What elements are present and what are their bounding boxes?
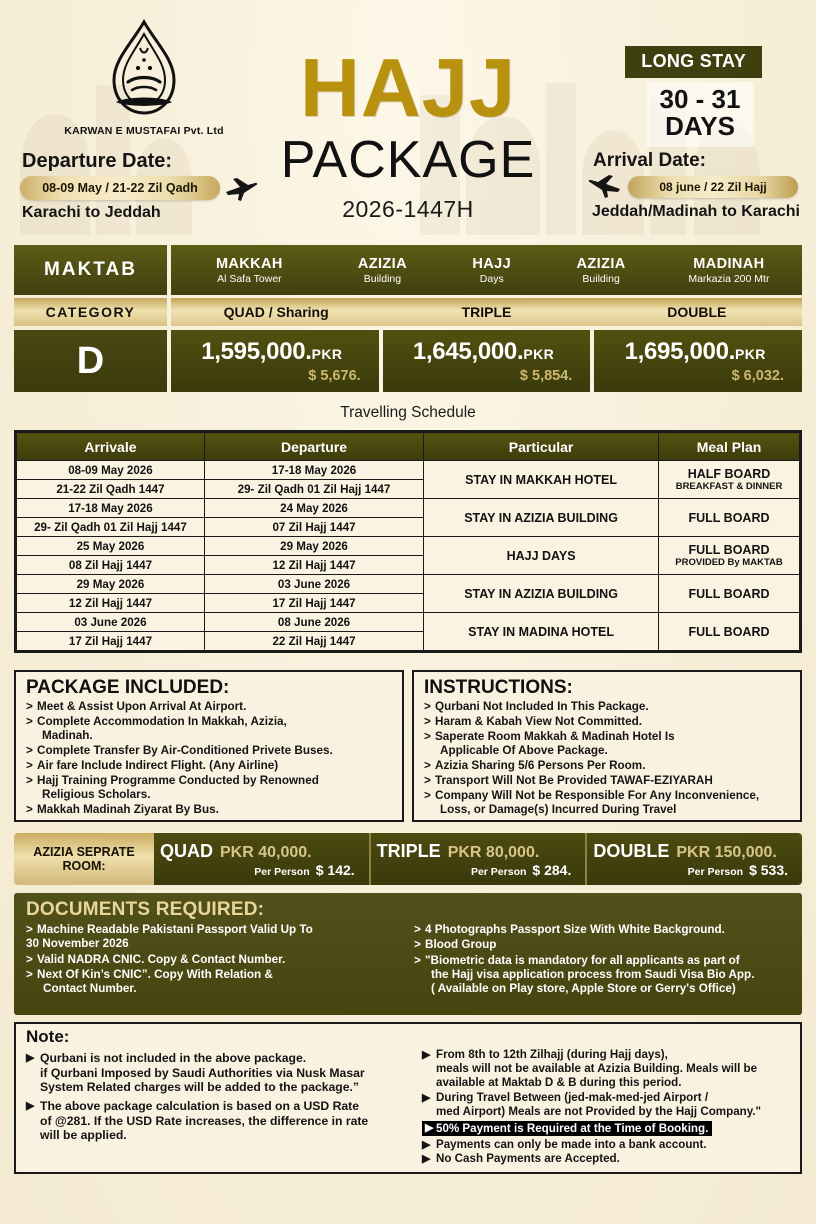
note-item-highlighted xyxy=(422,1121,712,1137)
list-item-text: Qurbani Not Included In This Package. xyxy=(435,700,649,713)
category-header: CATEGORY xyxy=(14,298,167,326)
azizia-room-type: DOUBLE xyxy=(593,840,670,861)
documents-right-list xyxy=(414,923,792,996)
package-included-title: PACKAGE INCLUDED: xyxy=(26,677,230,698)
list-item xyxy=(414,923,792,937)
list-item xyxy=(424,789,792,818)
list-item-text: Azizia Sharing 5/6 Persons Per Room. xyxy=(435,759,646,773)
note-item-line: of @281. If the USD Rate increases, the difference in rate xyxy=(40,1113,369,1128)
note-item-text: 50% Payment is Required at the Time of Booking. xyxy=(436,1121,709,1135)
azizia-per-person-label: Per Person xyxy=(470,865,527,878)
azizia-label xyxy=(14,833,154,885)
hotel-name: AZIZIA xyxy=(357,255,407,272)
price-table-hotels-row xyxy=(14,245,802,295)
departure-hijri: 17 Zil Hajj 1447 xyxy=(204,594,423,613)
list-item-text: Machine Readable Pakistani Passport Valid Up To xyxy=(37,923,313,936)
price-amount-row xyxy=(201,338,342,366)
departure-gregorian: 03 June 2026 xyxy=(204,575,423,594)
list-item-continuation: ( Available on Play store, Apple Store or Gerry's Office) xyxy=(431,982,736,996)
column-header-departure: Departure xyxy=(204,433,423,461)
list-item xyxy=(414,938,792,952)
hotel-sub: Building xyxy=(582,272,620,285)
list-item-continuation: Madinah. xyxy=(42,729,93,743)
price-cells xyxy=(171,330,802,392)
list-item xyxy=(26,744,394,758)
category-double: DOUBLE xyxy=(667,304,727,320)
note-item-text: The above package calculation is based on a USD Rate xyxy=(40,1098,360,1113)
meal-plan-cell xyxy=(659,461,800,499)
table-row xyxy=(17,613,800,632)
note-item xyxy=(422,1048,792,1090)
list-item xyxy=(26,803,394,817)
azizia-price-cell xyxy=(154,833,369,885)
column-header-meal-plan: Meal Plan xyxy=(659,433,800,461)
list-item-text: Makkah Madinah Ziyarat By Bus. xyxy=(37,803,219,817)
company-name: KARWAN E MUSTAFAI Pvt. Ltd xyxy=(64,125,224,137)
note-item xyxy=(422,1152,792,1166)
schedule-title: Travelling Schedule xyxy=(340,404,476,421)
azizia-room-type: TRIPLE xyxy=(376,840,441,861)
arrival-hijri: 17 Zil Hajj 1447 xyxy=(17,632,205,651)
note-right-list xyxy=(422,1048,792,1166)
table-row xyxy=(17,499,800,518)
instructions-title: INSTRUCTIONS: xyxy=(424,677,573,698)
price-cell-quad xyxy=(171,330,379,392)
meal-plan-cell: FULL BOARD xyxy=(659,499,800,537)
list-item-text: Saperate Room Makkah & Madinah Hotel Is xyxy=(435,729,675,743)
note-item-line: med Airport) Meals are not Provided by the Hajj Company." xyxy=(436,1104,762,1118)
arrival-hijri: 29- Zil Qadh 01 Zil Hajj 1447 xyxy=(17,518,205,537)
hotel-name: MAKKAH xyxy=(215,255,283,272)
arrival-gregorian: 03 June 2026 xyxy=(17,613,205,632)
instructions-list xyxy=(424,700,792,818)
meal-plan-cell: FULL BOARD xyxy=(659,575,800,613)
note-item-text: No Cash Payments are Accepted. xyxy=(436,1152,620,1166)
hotel-col-azizia-1 xyxy=(328,245,437,295)
azizia-price-cells xyxy=(154,833,802,885)
note-item-text: From 8th to 12th Zilhajj (during Hajj days), xyxy=(436,1048,668,1061)
note-item xyxy=(422,1138,792,1152)
price-pkr: 1,695,000. xyxy=(624,338,736,365)
column-header-arrivale: Arrivale xyxy=(17,433,205,461)
meal-plan-sub: BREAKFAST & DINNER xyxy=(675,481,783,492)
meal-plan-cell: FULL BOARD xyxy=(659,613,800,651)
list-item-text: Hajj Training Programme Conducted by Renowned xyxy=(37,773,319,787)
list-item xyxy=(26,774,394,803)
meal-plan-cell xyxy=(659,537,800,575)
azizia-per-person-label: Per Person xyxy=(254,865,310,878)
departure-label: Departure Date: xyxy=(22,150,173,172)
list-item xyxy=(26,968,404,997)
category-cells xyxy=(171,298,802,326)
departure-gregorian: 08 June 2026 xyxy=(204,613,423,632)
list-item xyxy=(424,759,792,773)
list-item xyxy=(26,759,394,773)
hotel-col-madinah xyxy=(656,245,802,295)
list-item-continuation: the Hajj visa application process from Saudi Visa Bio App. xyxy=(431,967,755,981)
arrival-date: 08 june / 22 Zil Hajj xyxy=(628,176,798,198)
price-usd: $ 5,676. xyxy=(308,368,361,384)
azizia-separate-room-bar xyxy=(14,833,802,885)
departure-hijri: 29- Zil Qadh 01 Zil Hajj 1447 xyxy=(204,480,423,499)
price-currency: PKR xyxy=(311,346,343,362)
hotel-col-hajj xyxy=(437,245,546,295)
hotel-col-azizia-2 xyxy=(546,245,655,295)
arrival-route: Jeddah/Madinah to Karachi xyxy=(591,203,800,220)
table-row xyxy=(17,575,800,594)
table-row xyxy=(17,537,800,556)
table-row xyxy=(17,461,800,480)
particular-cell: HAJJ DAYS xyxy=(424,537,659,575)
note-left-list xyxy=(26,1051,418,1143)
list-item-continuation: Applicable Of Above Package. xyxy=(440,744,608,758)
list-item-text: Complete Accommodation In Makkah, Azizia, xyxy=(37,714,287,728)
price-pkr: 1,595,000. xyxy=(201,338,312,365)
note-item xyxy=(422,1091,792,1119)
page-subtitle: PACKAGE xyxy=(280,131,536,189)
azizia-pkr: PKR 150,000. xyxy=(676,843,777,861)
price-table-category-row xyxy=(14,298,802,326)
price-amount-row xyxy=(413,338,554,366)
price-pkr: 1,645,000. xyxy=(412,338,524,365)
list-item xyxy=(26,923,404,952)
days-range: 30 - 31 xyxy=(659,84,741,114)
schedule-table xyxy=(14,430,802,653)
arrival-gregorian: 29 May 2026 xyxy=(17,575,205,594)
page-title: HAJJ xyxy=(299,41,517,134)
particular-cell: STAY IN AZIZIA BUILDING xyxy=(424,575,659,613)
list-item-text: "Biometric data is mandatory for all applicants as part of xyxy=(425,953,740,967)
arrival-gregorian: 08-09 May 2026 xyxy=(17,461,205,480)
azizia-usd: $ 533. xyxy=(749,861,789,878)
particular-cell: STAY IN MADINA HOTEL xyxy=(424,613,659,651)
price-currency: PKR xyxy=(735,346,766,362)
arrival-hijri: 08 Zil Hajj 1447 xyxy=(17,556,205,575)
hotel-name: HAJJ xyxy=(472,255,512,272)
list-item-text: Haram & Kabah View Not Committed. xyxy=(435,714,642,728)
arrival-label: Arrival Date: xyxy=(593,150,706,171)
grade-value: D xyxy=(14,330,167,392)
note-item-line: System Related charges will be added to the package.” xyxy=(40,1080,360,1095)
hotel-col-makkah xyxy=(171,245,328,295)
category-triple: TRIPLE xyxy=(461,304,512,320)
price-usd: $ 6,032. xyxy=(731,368,785,384)
azizia-pkr: PKR 80,000. xyxy=(447,843,540,861)
note-item-line: available at Maktab D & B during this period. xyxy=(436,1075,682,1089)
azizia-per-person-label: Per Person xyxy=(687,865,744,878)
list-item-continuation: Loss, or Damage(s) Incurred During Travel xyxy=(440,803,677,817)
list-item-text: Blood Group xyxy=(425,938,497,952)
list-item-continuation: Contact Number. xyxy=(43,982,137,996)
hotel-headers xyxy=(171,245,802,295)
list-item xyxy=(424,774,792,788)
column-header-particular: Particular xyxy=(424,433,659,461)
note-box xyxy=(14,1022,802,1174)
price-usd: $ 5,854. xyxy=(519,368,573,384)
departure-gregorian: 24 May 2026 xyxy=(204,499,423,518)
instructions-box xyxy=(412,670,802,822)
departure-gregorian: 17-18 May 2026 xyxy=(204,461,423,480)
departure-hijri: 12 Zil Hajj 1447 xyxy=(204,556,423,575)
note-item-line: meals will not be available at Azizia Building. Meals will be xyxy=(436,1061,758,1075)
note-item xyxy=(26,1099,418,1143)
departure-gregorian: 29 May 2026 xyxy=(204,537,423,556)
hotel-sub: Al Safa Tower xyxy=(217,272,282,285)
page-year: 2026-1447H xyxy=(342,196,474,222)
note-item-line: will be applied. xyxy=(40,1128,127,1143)
hotel-sub: Days xyxy=(479,272,504,285)
azizia-label-line1: AZIZIA SEPRATE xyxy=(33,844,135,859)
note-item-line: if Qurbani Imposed by Saudi Authorities via Nusk Masar xyxy=(40,1065,365,1080)
list-item-continuation: 30 November 2026 xyxy=(26,937,129,951)
azizia-room-type: QUAD xyxy=(160,840,213,861)
note-item-text: Payments can only be made into a bank account. xyxy=(436,1137,707,1151)
price-currency: PKR xyxy=(523,346,555,362)
meal-plan-sub: PROVIDED By MAKTAB xyxy=(675,557,783,568)
package-included-box xyxy=(14,670,404,822)
schedule-header-row xyxy=(17,433,800,461)
documents-left-list xyxy=(26,923,404,996)
documents-title: DOCUMENTS REQUIRED: xyxy=(26,899,265,920)
category-quad: QUAD / Sharing xyxy=(223,304,329,320)
departure-route: Karachi to Jeddah xyxy=(22,204,161,221)
list-item-text: Air fare Include Indirect Flight. (Any Airline) xyxy=(37,759,279,773)
price-table-price-row xyxy=(14,330,802,392)
azizia-usd: $ 284. xyxy=(532,861,572,878)
list-item-text: Meet & Assist Upon Arrival At Airport. xyxy=(37,700,247,713)
azizia-pkr: PKR 40,000. xyxy=(220,843,312,861)
list-item-text: Complete Transfer By Air-Conditioned Privete Buses. xyxy=(37,744,333,758)
departure-date: 08-09 May / 21-22 Zil Qadh xyxy=(20,176,220,200)
package-included-list xyxy=(26,700,394,818)
list-item xyxy=(26,700,394,714)
list-item-text: Valid NADRA CNIC. Copy & Contact Number. xyxy=(37,952,286,966)
days-box xyxy=(646,82,754,147)
list-item xyxy=(424,700,792,714)
azizia-price-cell xyxy=(585,833,802,885)
azizia-usd: $ 142. xyxy=(315,861,355,878)
departure-hijri: 22 Zil Hajj 1447 xyxy=(204,632,423,651)
price-amount-row xyxy=(625,338,766,366)
price-table xyxy=(14,245,802,392)
long-stay-badge: LONG STAY xyxy=(625,46,762,78)
note-title: Note: xyxy=(26,1027,70,1046)
list-item-text: 4 Photographs Passport Size With White Background. xyxy=(425,923,725,936)
azizia-price-cell xyxy=(369,833,586,885)
list-item xyxy=(424,730,792,759)
note-item xyxy=(26,1051,418,1095)
maktab-header: MAKTAB xyxy=(14,245,167,295)
particular-cell: STAY IN MAKKAH HOTEL xyxy=(424,461,659,499)
list-item xyxy=(26,715,394,744)
hotel-sub: Markazia 200 Mtr xyxy=(688,272,770,285)
note-item-text: During Travel Between (jed-mak-med-jed Airport / xyxy=(436,1090,709,1104)
arrival-hijri: 21-22 Zil Qadh 1447 xyxy=(17,480,205,499)
note-item-text: Qurbani is not included in the above package. xyxy=(40,1051,307,1065)
arrival-gregorian: 25 May 2026 xyxy=(17,537,205,556)
list-item-text: Company Will Not be Responsible For Any Inconvenience, xyxy=(435,788,760,802)
price-cell-triple xyxy=(383,330,591,392)
hotel-name: MADINAH xyxy=(693,255,765,272)
header xyxy=(0,0,816,235)
list-item xyxy=(414,954,792,997)
arrival-gregorian: 17-18 May 2026 xyxy=(17,499,205,518)
hotel-name: AZIZIA xyxy=(576,255,626,272)
list-item xyxy=(26,953,404,967)
meal-plan-main: HALF BOARD xyxy=(687,467,771,481)
particular-cell: STAY IN AZIZIA BUILDING xyxy=(424,499,659,537)
azizia-label-line2: ROOM: xyxy=(62,859,106,873)
list-item-text: Transport Will Not Be Provided TAWAF-EZIYARAH xyxy=(435,773,713,787)
documents-required-box xyxy=(14,893,802,1015)
meal-plan-main: FULL BOARD xyxy=(688,543,770,557)
hotel-sub: Building xyxy=(363,272,402,285)
departure-hijri: 07 Zil Hajj 1447 xyxy=(204,518,423,537)
price-cell-double xyxy=(594,330,802,392)
days-word: DAYS xyxy=(665,111,735,142)
list-item-text: Next Of Kin’s CNIC”. Copy With Relation & xyxy=(37,967,273,981)
list-item-continuation: Religious Scholars. xyxy=(42,788,151,802)
arrival-hijri: 12 Zil Hajj 1447 xyxy=(17,594,205,613)
list-item xyxy=(424,715,792,729)
